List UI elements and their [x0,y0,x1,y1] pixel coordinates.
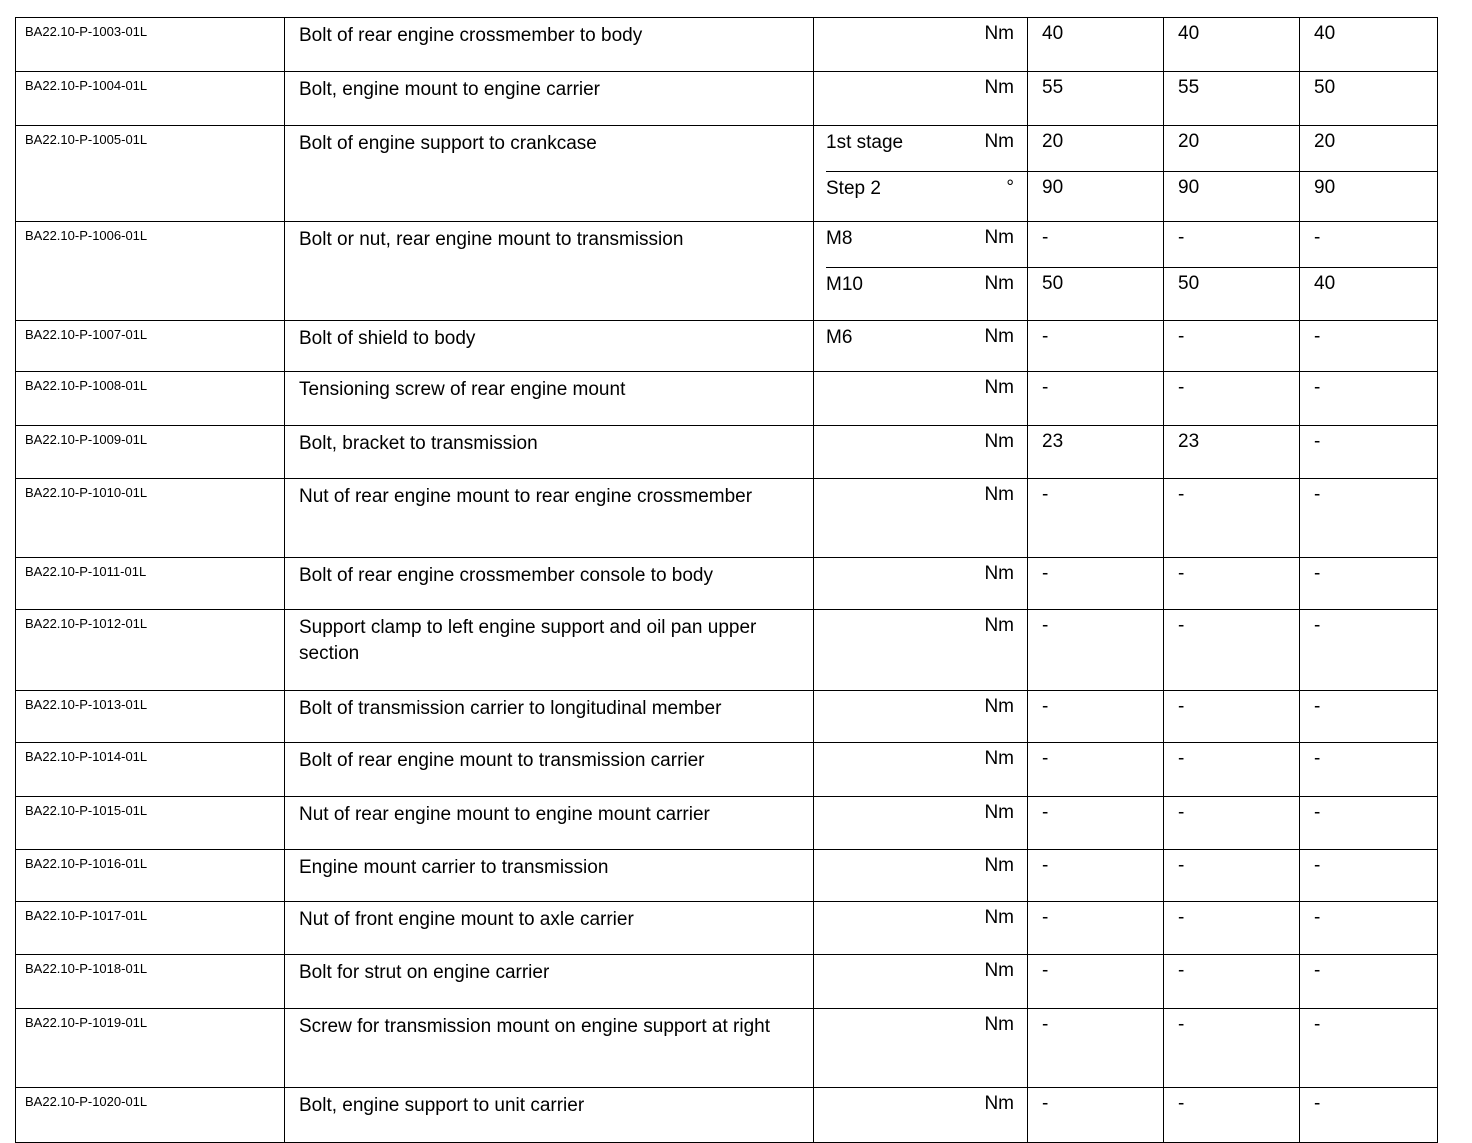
procedure-code: BA22.10-P-1008-01L [16,372,285,426]
torque-value-column-2 [1164,321,1300,372]
torque-value: - [1314,431,1321,452]
procedure-code: BA22.10-P-1018-01L [16,955,285,1009]
fastener-description: Bolt for strut on engine carrier [285,955,814,1009]
unit-label: Nm [984,802,1014,823]
condition-unit-cell [814,558,1028,610]
condition-row [814,1009,1027,1087]
condition-unit-cell [814,955,1028,1009]
condition-row [814,72,1027,125]
unit-label: Nm [984,227,1014,248]
torque-value-column-1 [1028,902,1164,955]
unit-label: Nm [984,960,1014,981]
torque-value-column-3 [1300,850,1438,902]
fastener-description: Bolt of transmission carrier to longitudinal member [285,691,814,743]
condition-row [814,797,1027,849]
table-row [16,610,1438,691]
table-row [16,1009,1438,1088]
condition-row [814,222,1027,267]
unit-label: Nm [984,326,1014,347]
unit-label: Nm [984,1093,1014,1114]
condition-unit-cell [814,902,1028,955]
torque-value: - [1314,907,1321,928]
torque-value-column-2 [1164,797,1300,850]
condition-unit-cell [814,72,1028,126]
condition-row [814,558,1027,609]
torque-value-column-1 [1028,850,1164,902]
fastener-description: Bolt of rear engine mount to transmission carrier [285,743,814,797]
procedure-code: BA22.10-P-1009-01L [16,426,285,479]
condition-row [814,479,1027,557]
torque-value-column-3 [1300,479,1438,558]
torque-value: - [1042,484,1049,505]
torque-value-column-3 [1300,372,1438,426]
procedure-code: BA22.10-P-1011-01L [16,558,285,610]
condition-row [814,1088,1027,1142]
torque-value: - [1042,377,1049,398]
unit-label: Nm [984,131,1014,152]
torque-value-column-1 [1028,1088,1164,1143]
torque-value: - [1042,855,1049,876]
table-row [16,1088,1438,1143]
table-row [16,222,1438,321]
procedure-code: BA22.10-P-1014-01L [16,743,285,797]
torque-value-column-1 [1028,222,1164,321]
torque-value-column-3 [1300,610,1438,691]
table-row [16,321,1438,372]
torque-value: - [1314,1014,1321,1035]
torque-value: - [1042,563,1049,584]
condition-row [814,743,1027,796]
torque-value-column-3 [1300,18,1438,72]
stage-label [826,558,978,564]
procedure-code: BA22.10-P-1013-01L [16,691,285,743]
unit-label: Nm [984,563,1014,584]
torque-value-column-3 [1300,1088,1438,1143]
condition-unit-cell [814,126,1028,222]
stage-label [826,1009,978,1015]
table-row [16,18,1438,72]
condition-row [814,18,1027,71]
table-row [16,743,1438,797]
torque-value-column-1 [1028,372,1164,426]
fastener-description: Tensioning screw of rear engine mount [285,372,814,426]
stage-label: M8 [826,228,853,249]
torque-value-column-2 [1164,850,1300,902]
torque-value: 90 [1300,171,1437,221]
torque-value: - [1178,1093,1185,1114]
torque-value: - [1314,855,1321,876]
torque-value: 50 [1028,267,1163,320]
stage-label [826,743,978,749]
fastener-description: Nut of rear engine mount to rear engine crossmember [285,479,814,558]
fastener-description: Bolt of rear engine crossmember to body [285,18,814,72]
fastener-description: Nut of front engine mount to axle carrier [285,902,814,955]
stage-label: M10 [826,274,863,295]
unit-label: Nm [984,855,1014,876]
stage-label: 1st stage [826,132,904,153]
torque-value-column-2 [1164,691,1300,743]
procedure-code: BA22.10-P-1012-01L [16,610,285,691]
torque-value: 20 [1314,131,1336,152]
table-row [16,955,1438,1009]
condition-row [814,126,1027,171]
table-row [16,902,1438,955]
unit-label: Nm [984,273,1014,294]
torque-value-column-3 [1300,426,1438,479]
procedure-code: BA22.10-P-1017-01L [16,902,285,955]
condition-unit-cell [814,321,1028,372]
procedure-code: BA22.10-P-1016-01L [16,850,285,902]
condition-row [826,267,1027,320]
torque-value: - [1314,377,1321,398]
condition-unit-cell [814,426,1028,479]
torque-value-column-1 [1028,126,1164,222]
torque-value: - [1314,563,1321,584]
torque-value: - [1314,326,1321,347]
torque-value-column-3 [1300,797,1438,850]
condition-unit-cell [814,797,1028,850]
torque-value: 50 [1314,77,1336,98]
table-row [16,426,1438,479]
table-row [16,72,1438,126]
torque-value-column-2 [1164,222,1300,321]
torque-value: - [1178,748,1185,769]
torque-value-column-3 [1300,902,1438,955]
torque-value: 55 [1178,77,1200,98]
torque-value: 40 [1300,267,1437,320]
torque-value: - [1314,748,1321,769]
torque-value: 40 [1314,23,1336,44]
stage-label: Step 2 [826,178,881,199]
torque-value: - [1178,960,1185,981]
fastener-description: Support clamp to left engine support and oil pan upper section [285,610,814,691]
procedure-code: BA22.10-P-1010-01L [16,479,285,558]
unit-label: Nm [984,696,1014,717]
torque-value-column-1 [1028,321,1164,372]
unit-label: Nm [984,77,1014,98]
torque-value-column-1 [1028,691,1164,743]
torque-value-column-2 [1164,426,1300,479]
procedure-code: BA22.10-P-1006-01L [16,222,285,321]
stage-label: M6 [826,327,853,348]
torque-value: 20 [1178,131,1200,152]
torque-value: 55 [1042,77,1064,98]
stage-label [826,902,978,908]
torque-value-column-2 [1164,558,1300,610]
torque-value-column-2 [1164,1009,1300,1088]
table-row [16,850,1438,902]
torque-value: - [1042,615,1049,636]
condition-row [814,372,1027,425]
procedure-code: BA22.10-P-1007-01L [16,321,285,372]
fastener-description: Bolt of rear engine crossmember console to body [285,558,814,610]
condition-row [814,902,1027,954]
torque-value: - [1042,326,1049,347]
condition-unit-cell [814,1009,1028,1088]
unit-label: Nm [984,23,1014,44]
condition-unit-cell [814,1088,1028,1143]
torque-value: - [1042,960,1049,981]
torque-value: - [1042,696,1049,717]
torque-value: 90 [1164,171,1299,221]
fastener-description: Screw for transmission mount on engine support at right [285,1009,814,1088]
stage-label [826,18,978,24]
unit-label: ° [1006,177,1014,198]
condition-row [814,691,1027,742]
torque-value-column-2 [1164,72,1300,126]
condition-row [826,171,1027,221]
fastener-description: Bolt, engine support to unit carrier [285,1088,814,1143]
table-row [16,126,1438,222]
stage-label [826,479,978,485]
torque-value-column-2 [1164,126,1300,222]
torque-value: - [1178,907,1185,928]
stage-label [826,1088,978,1094]
unit-label: Nm [984,748,1014,769]
torque-value: - [1314,615,1321,636]
fastener-description: Bolt, engine mount to engine carrier [285,72,814,126]
stage-label [826,850,978,856]
torque-value: 50 [1164,267,1299,320]
torque-value: 20 [1042,131,1064,152]
torque-value: - [1042,748,1049,769]
torque-value-column-1 [1028,797,1164,850]
procedure-code: BA22.10-P-1003-01L [16,18,285,72]
table-row [16,558,1438,610]
procedure-code: BA22.10-P-1004-01L [16,72,285,126]
condition-row [814,610,1027,690]
fastener-description: Bolt or nut, rear engine mount to transmission [285,222,814,321]
fastener-description: Nut of rear engine mount to engine mount carrier [285,797,814,850]
torque-value-column-1 [1028,955,1164,1009]
torque-value: - [1178,563,1185,584]
table-row [16,691,1438,743]
procedure-code: BA22.10-P-1020-01L [16,1088,285,1143]
torque-value-column-2 [1164,610,1300,691]
condition-row [814,850,1027,901]
torque-value-column-3 [1300,222,1438,321]
condition-unit-cell [814,222,1028,321]
torque-value-column-1 [1028,610,1164,691]
torque-value-column-1 [1028,1009,1164,1088]
stage-label [826,372,978,378]
unit-label: Nm [984,377,1014,398]
torque-value: - [1042,1014,1049,1035]
condition-unit-cell [814,610,1028,691]
fastener-description: Bolt, bracket to transmission [285,426,814,479]
torque-value: - [1178,615,1185,636]
torque-value: 23 [1042,431,1064,452]
torque-value: - [1314,484,1321,505]
stage-label [826,955,978,961]
condition-row [814,955,1027,1008]
torque-value: - [1042,907,1049,928]
unit-label: Nm [984,1014,1014,1035]
torque-value: - [1178,227,1185,248]
torque-table-body [16,18,1438,1143]
torque-value-column-3 [1300,321,1438,372]
torque-value-column-2 [1164,18,1300,72]
torque-value: - [1178,855,1185,876]
condition-unit-cell [814,691,1028,743]
torque-value: 90 [1028,171,1163,221]
torque-value: 23 [1178,431,1200,452]
torque-value-column-2 [1164,743,1300,797]
procedure-code: BA22.10-P-1019-01L [16,1009,285,1088]
torque-value: 40 [1042,23,1064,44]
condition-unit-cell [814,743,1028,797]
torque-value-column-2 [1164,955,1300,1009]
unit-label: Nm [984,431,1014,452]
fastener-description: Bolt of shield to body [285,321,814,372]
torque-value-column-1 [1028,558,1164,610]
torque-value: - [1042,227,1049,248]
torque-value: - [1314,1093,1321,1114]
torque-value: - [1042,1093,1049,1114]
torque-value: 40 [1178,23,1200,44]
torque-value-column-3 [1300,1009,1438,1088]
procedure-code: BA22.10-P-1015-01L [16,797,285,850]
torque-value-column-3 [1300,72,1438,126]
torque-value-column-3 [1300,743,1438,797]
torque-value: - [1178,326,1185,347]
torque-value-column-3 [1300,691,1438,743]
torque-value: - [1042,802,1049,823]
unit-label: Nm [984,907,1014,928]
condition-row [814,321,1027,371]
condition-unit-cell [814,850,1028,902]
table-row [16,797,1438,850]
stage-label [826,691,978,697]
stage-label [826,797,978,803]
torque-value: - [1314,960,1321,981]
torque-value-column-1 [1028,72,1164,126]
condition-unit-cell [814,18,1028,72]
torque-value-column-1 [1028,426,1164,479]
torque-value-column-1 [1028,18,1164,72]
torque-value: - [1178,377,1185,398]
torque-value-column-1 [1028,479,1164,558]
torque-value: - [1314,802,1321,823]
stage-label [826,72,978,78]
torque-value: - [1178,484,1185,505]
table-row [16,372,1438,426]
table-row [16,479,1438,558]
torque-value-column-2 [1164,372,1300,426]
torque-value-column-3 [1300,558,1438,610]
torque-value-column-2 [1164,902,1300,955]
torque-value-column-1 [1028,743,1164,797]
fastener-description: Engine mount carrier to transmission [285,850,814,902]
unit-label: Nm [984,615,1014,636]
torque-value-column-2 [1164,479,1300,558]
torque-value: - [1178,696,1185,717]
torque-value: - [1314,227,1321,248]
torque-table [15,17,1438,1143]
unit-label: Nm [984,484,1014,505]
torque-value: - [1178,802,1185,823]
procedure-code: BA22.10-P-1005-01L [16,126,285,222]
condition-unit-cell [814,372,1028,426]
torque-value-column-2 [1164,1088,1300,1143]
torque-value: - [1314,696,1321,717]
torque-value-column-3 [1300,955,1438,1009]
stage-label [826,426,978,432]
condition-row [814,426,1027,478]
condition-unit-cell [814,479,1028,558]
torque-value: - [1178,1014,1185,1035]
torque-value-column-3 [1300,126,1438,222]
stage-label [826,610,978,616]
fastener-description: Bolt of engine support to crankcase [285,126,814,222]
